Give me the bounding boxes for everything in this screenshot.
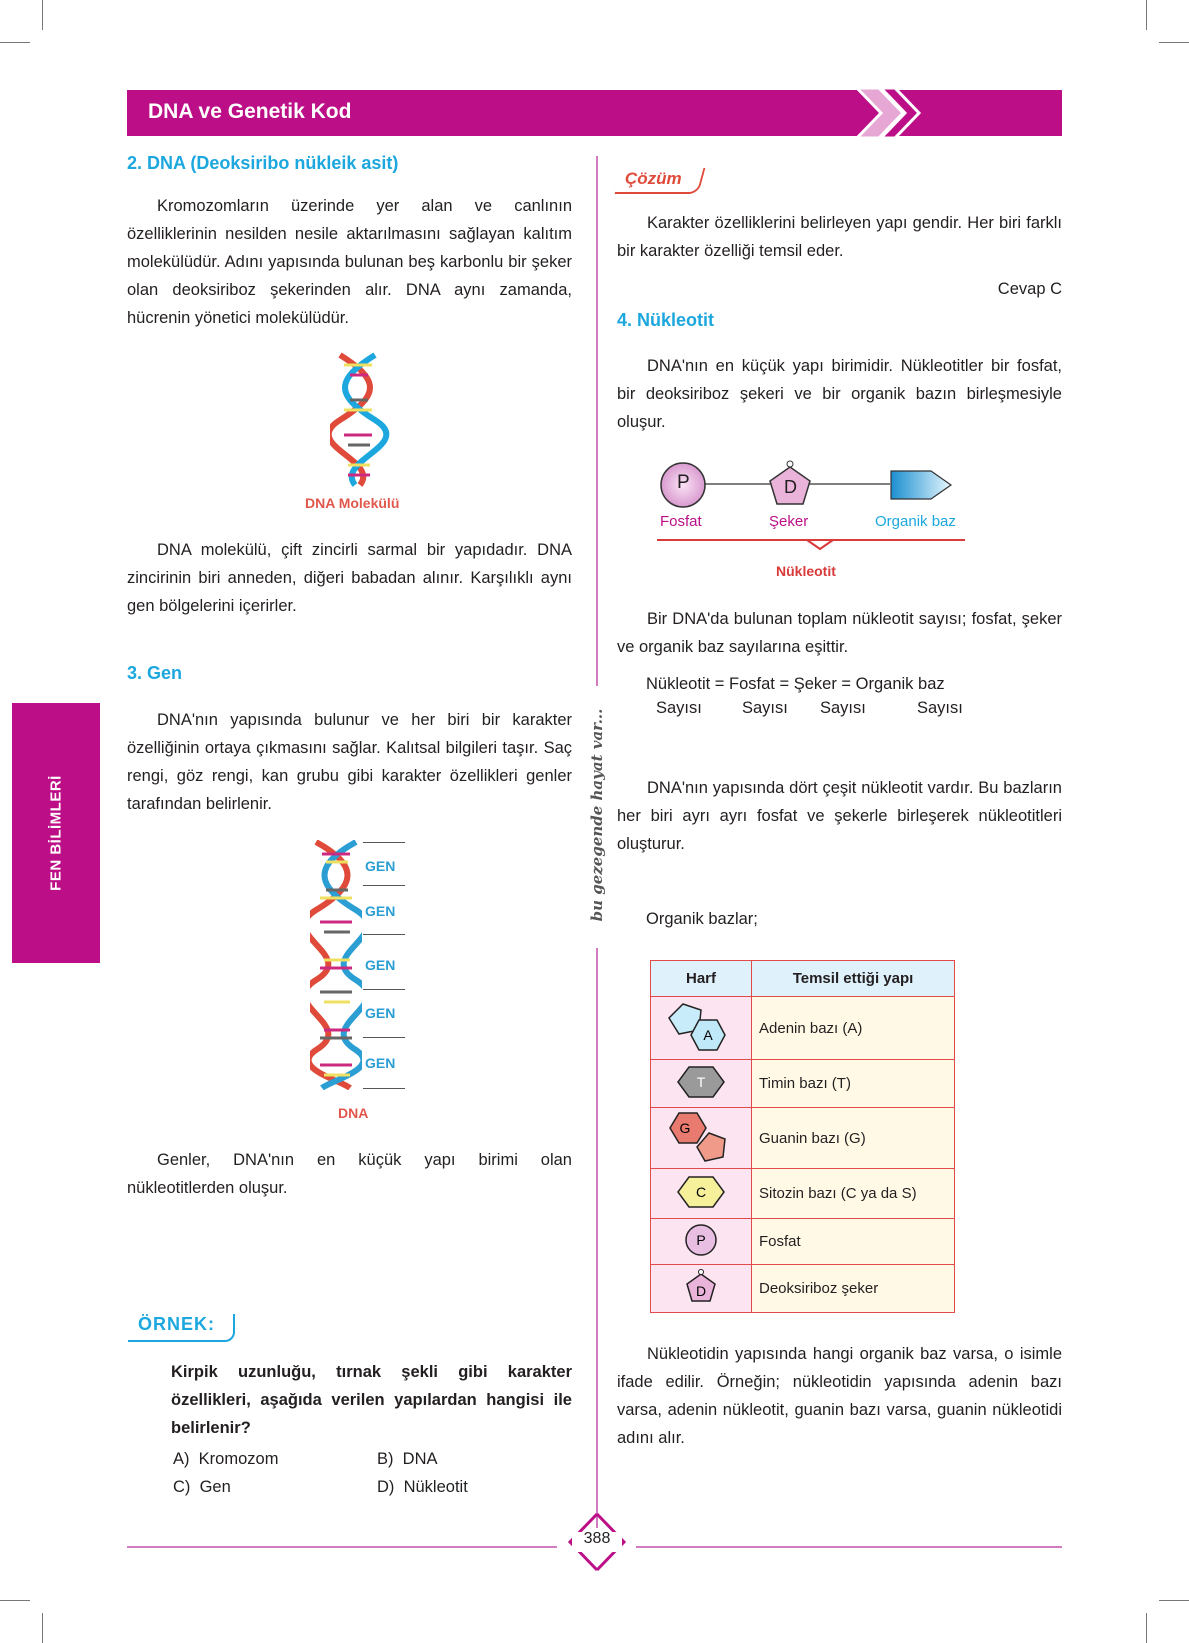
example-label: ÖRNEK: <box>138 1314 215 1334</box>
nukleotit-paragraph-1: DNA'nın en küçük yapı birimidir. Nükleotitler bir fosfat, bir deoksiriboz şekeri ve bir organik bazın birleşmesiyle oluşur. <box>617 357 1062 431</box>
gene-label: GEN <box>365 858 396 874</box>
table-row <box>651 1060 955 1108</box>
crop-mark <box>42 0 43 30</box>
dna-molecule-caption: DNA Molekülü <box>305 495 400 511</box>
dna-gene-illustration <box>310 840 362 1090</box>
gene-label: GEN <box>365 903 396 919</box>
page-number: 388 <box>583 1530 611 1547</box>
gen-paragraph-1: DNA'nın yapısında bulunur ve her biri bir karakter özelliğinin ortaya çıkmasını sağlar. Kalıtsal bilgileri taşır. Saç rengi, göz rengi, kan grubu gibi karakter özellikleri genler tarafından belirlenir. <box>127 711 572 813</box>
cytosine-icon <box>671 1174 731 1210</box>
gene-boundary-line <box>363 885 405 886</box>
table-row <box>651 1265 955 1313</box>
crop-mark <box>42 1613 43 1643</box>
equation-bottom-2: Sayısı <box>742 699 788 717</box>
thymine-icon <box>671 1064 731 1100</box>
equation-bottom-4: Sayısı <box>917 699 963 717</box>
slogan-text: bu gezegende hayat var... <box>588 708 606 922</box>
table-row <box>651 997 955 1060</box>
svg-text:C: C <box>695 1183 707 1200</box>
base-description: Fosfat <box>752 1219 955 1265</box>
base-description: Deoksiriboz şeker <box>752 1265 955 1313</box>
footer-line-right <box>636 1546 1062 1548</box>
bases-intro: Organik bazlar; <box>646 910 758 928</box>
subject-side-tab <box>12 703 100 963</box>
label-fosfat: Fosfat <box>660 513 702 530</box>
gene-label: GEN <box>365 1055 396 1071</box>
base-description: Timin bazı (T) <box>752 1060 955 1108</box>
gene-label: GEN <box>365 957 396 973</box>
svg-text:G: G <box>679 1120 691 1136</box>
section-title-dna: 2. DNA (Deoksiribo nükleik asit) <box>127 153 399 173</box>
dna-gene-caption: DNA <box>338 1105 369 1121</box>
equation-bottom-1: Sayısı <box>656 699 702 717</box>
deoxyribose-icon <box>681 1269 721 1305</box>
table-header-row <box>651 961 955 997</box>
svg-text:A: A <box>703 1027 713 1043</box>
crop-mark <box>1146 0 1147 30</box>
label-seker: Şeker <box>769 513 809 530</box>
base-description: Guanin bazı (G) <box>752 1108 955 1169</box>
table-row <box>651 1108 955 1169</box>
column-header-yapi: Temsil ettiği yapı <box>752 961 955 997</box>
nucleotide-caption: Nükleotit <box>776 563 836 579</box>
crop-mark <box>1159 1600 1189 1601</box>
gene-boundary-line <box>363 1037 405 1038</box>
base-description: Adenin bazı (A) <box>752 997 955 1060</box>
nukleotit-paragraph-3: DNA'nın yapısında dört çeşit nükleotit vardır. Bu bazların her biri ayrı ayrı fosfat ve şekerle birleşerek nükleotitleri oluşturur. <box>617 779 1062 853</box>
organic-bases-table <box>650 960 955 1313</box>
equation-bottom-3: Sayısı <box>820 699 866 717</box>
gene-label: GEN <box>365 1005 396 1021</box>
phosphate-icon <box>681 1222 721 1258</box>
nucleotide-bracket <box>657 538 967 554</box>
example-label-box <box>128 1314 235 1342</box>
organic-base-icon <box>891 471 951 499</box>
crop-mark <box>1159 42 1189 43</box>
crop-mark <box>1146 1613 1147 1643</box>
solution-text: Karakter özelliklerini belirleyen yapı gendir. Her biri farklı bir karakter özelliği temsil eder. <box>617 214 1062 260</box>
svg-text:D: D <box>695 1282 707 1299</box>
option-a[interactable]: A) Kromozom <box>173 1450 279 1468</box>
gene-boundary-line <box>363 1088 405 1089</box>
gen-paragraph-2: Genler, DNA'nın en küçük yapı birimi olan nükleotitlerden oluşur. <box>127 1151 572 1197</box>
dna-paragraph-1: Kromozomların üzerinde yer alan ve canlının özelliklerinin nesilden nesile aktarılmasını sağlayan kalıtım molekülüdür. Adını yapısında bulunan beş karbonlu bir şeker olan deoksiriboz şekerinden alır. DNA aynı zamanda, hücrenin yönetici molekülüdür. <box>127 197 572 327</box>
nukleotit-paragraph-4: Nükleotidin yapısında hangi organik baz varsa, o isimle ifade edilir. Örneğin; nükleotidin yapısında adenin bazı varsa, adenin nükleotit, guanin bazı varsa, guanin nükleotidi adını alır. <box>617 1345 1062 1447</box>
gene-boundary-line <box>363 934 405 935</box>
phosphate-letter: P <box>677 472 690 493</box>
nukleotit-paragraph-2: Bir DNA'da bulunan toplam nükleotit sayısı; fosfat, şeker ve organik baz sayılarına eşittir. <box>617 610 1062 656</box>
nucleotide-diagram <box>655 460 955 510</box>
double-chevron-icon <box>855 86 925 140</box>
crop-mark <box>0 42 30 43</box>
column-header-harf: Harf <box>651 961 752 997</box>
example-question: Kirpik uzunluğu, tırnak şekli gibi karakter özellikleri, aşağıda verilen yapılardan hangisi ile belirlenir? <box>171 1363 572 1437</box>
answer-text: Cevap C <box>997 280 1062 298</box>
guanine-icon <box>661 1109 741 1163</box>
chapter-title: DNA ve Genetik Kod <box>148 100 352 123</box>
footer-line-left <box>127 1546 557 1548</box>
label-organik-baz: Organik baz <box>875 513 956 530</box>
section-title-nukleotit: 4. Nükleotit <box>617 310 715 330</box>
dna-molecule-illustration <box>330 350 390 490</box>
table-row <box>651 1169 955 1219</box>
svg-text:P: P <box>696 1231 706 1248</box>
option-c[interactable]: C) Gen <box>173 1478 231 1496</box>
dna-paragraph-2: DNA molekülü, çift zincirli sarmal bir yapıdadır. DNA zincirinin biri anneden, diğeri babadan alınır. Karşılıklı aynı gen bölgelerini içerirler. <box>127 541 572 615</box>
option-b[interactable]: B) DNA <box>377 1450 438 1468</box>
subject-label: FEN BİLİMLERİ <box>47 775 65 891</box>
column-divider <box>596 156 598 686</box>
solution-label: Çözüm <box>625 169 682 188</box>
section-title-gen: 3. Gen <box>127 663 183 683</box>
table-row <box>651 1219 955 1265</box>
adenine-icon <box>661 998 741 1054</box>
gene-boundary-line <box>363 989 405 990</box>
equation-top: Nükleotit = Fosfat = Şeker = Organik baz <box>646 675 945 693</box>
option-d[interactable]: D) Nükleotit <box>377 1478 468 1496</box>
crop-mark <box>0 1600 30 1601</box>
sugar-letter: D <box>784 477 797 497</box>
svg-text:T: T <box>696 1073 706 1090</box>
base-description: Sitozin bazı (C ya da S) <box>752 1169 955 1219</box>
gene-boundary-line <box>363 842 405 843</box>
column-divider <box>596 948 598 1528</box>
